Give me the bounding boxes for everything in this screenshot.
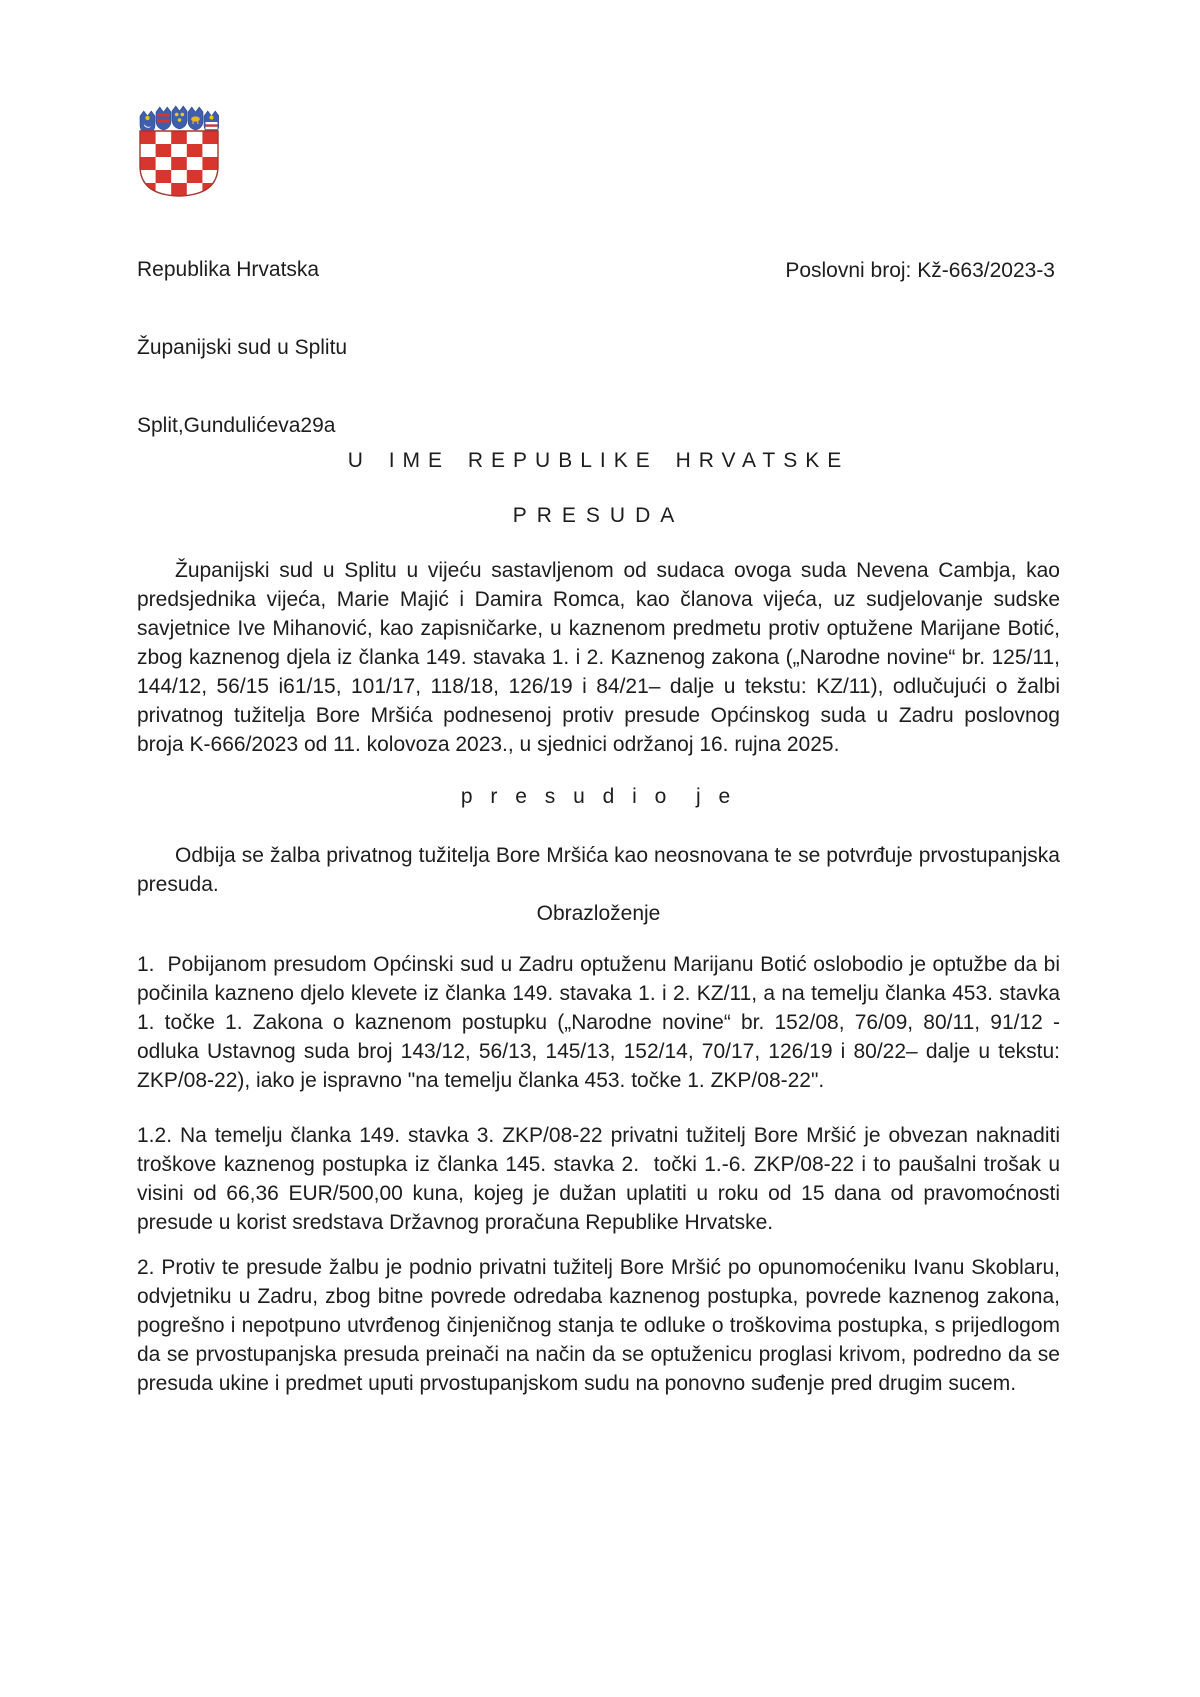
judgment-body [137, 0, 1066, 1398]
verdict-heading: p r e s u d i o j e [460, 785, 737, 808]
title-in-the-name-of-republic: U IME REPUBLIKE HRVATSKE [347, 449, 850, 472]
reasoning-paragraph-1-2: 1.2. Na temelju članka 149. stavka 3. ZKP/08-22 privatni tužitelj Bore Mršić je obvezan naknaditi troškove kaznenog postupka iz članka 145. stavka 2. točki 1.-6. ZKP/08-22 i to paušalni trošak u visini od 66,36 EUR/500,00 kuna, kojeg je dužan uplatiti u roku od 15 dana od pravomoćnosti presude u korist sredstava Državnog proračuna Republike Hrvatske. [137, 1124, 1066, 1234]
institution-country: Republika Hrvatska [137, 258, 320, 281]
intro-paragraph: Županijski sud u Splitu u vijeću sastavljenom od sudaca ovoga suda Nevena Cambja, kao predsjednika vijeća, Marie Majić i Damira Romca, kao članova vijeća, uz sudjelovanje sudske savjetnice Ive Mihanović, kao zapisničarke, u kaznenom predmetu protiv optužene Marijane Botić, zbog kaznenog djela iz članka 149. stavaka 1. i 2. Kaznenog zakona („Narodne novine“ br. 125/11, 144/12, 56/15 i61/15, 101/17, 118/18, 126/19 i 84/21– dalje u tekstu: KZ/11), odlučujući o žalbi privatnog tužitelja Bore Mršića podnesenoj protiv presude Općinskog suda u Zadru poslovnog broja K-666/2023 od 11. kolovoza 2023., u sjednici održanoj 16. rujna 2025. [137, 559, 1066, 756]
institution-address: Split,Gundulićeva29a [137, 414, 336, 437]
reasoning-paragraph-1: 1. Pobijanom presudom Općinski sud u Zadru optuženu Marijanu Botić oslobodio je optužbe da bi počinila kazneno djelo klevete iz članka 149. stavaka 1. i 2. KZ/11, a na temelju članka 453. stavka 1. točke 1. Zakona o kaznenom postupku („Narodne novine“ br. 152/08, 76/09, 80/11, 91/12 - odluka Ustavnog suda broj 143/12, 56/13, 145/13, 152/14, 70/17, 126/19 i 80/22– dalje u tekstu: ZKP/08-22), iako je ispravno "na temelju članka 453. točke 1. ZKP/08-22". [137, 953, 1066, 1092]
title-presuda: PRESUDA [512, 504, 685, 527]
institution-court: Županijski sud u Splitu [137, 336, 348, 359]
reasoning-paragraph-2: 2. Protiv te presude žalbu je podnio privatni tužitelj Bore Mršić po opunomoćeniku Ivanu Skoblaru, odvjetniku u Zadru, zbog bitne povrede odredaba kaznenog postupka, povrede kaznenog zakona, pogrešno i nepotpuno utvrđenog činjeničnog stanja te odluke o troškovima postupka, s prijedlogom da se prvostupanjska presuda preinači na način da se optuženicu proglasi krivom, podredno da se presuda ukine i predmet uputi prvostupanjskom sudu na ponovno suđenje pred drugim sucem. [137, 1256, 1066, 1395]
verdict-text: Odbija se žalba privatnog tužitelja Bore Mršića kao neosnovana te se potvrđuje prvostupanjska presuda. [137, 844, 1066, 896]
reasoning-heading: Obrazloženje [536, 902, 661, 925]
case-number: Poslovni broj: Kž-663/2023-3 [785, 259, 1055, 282]
